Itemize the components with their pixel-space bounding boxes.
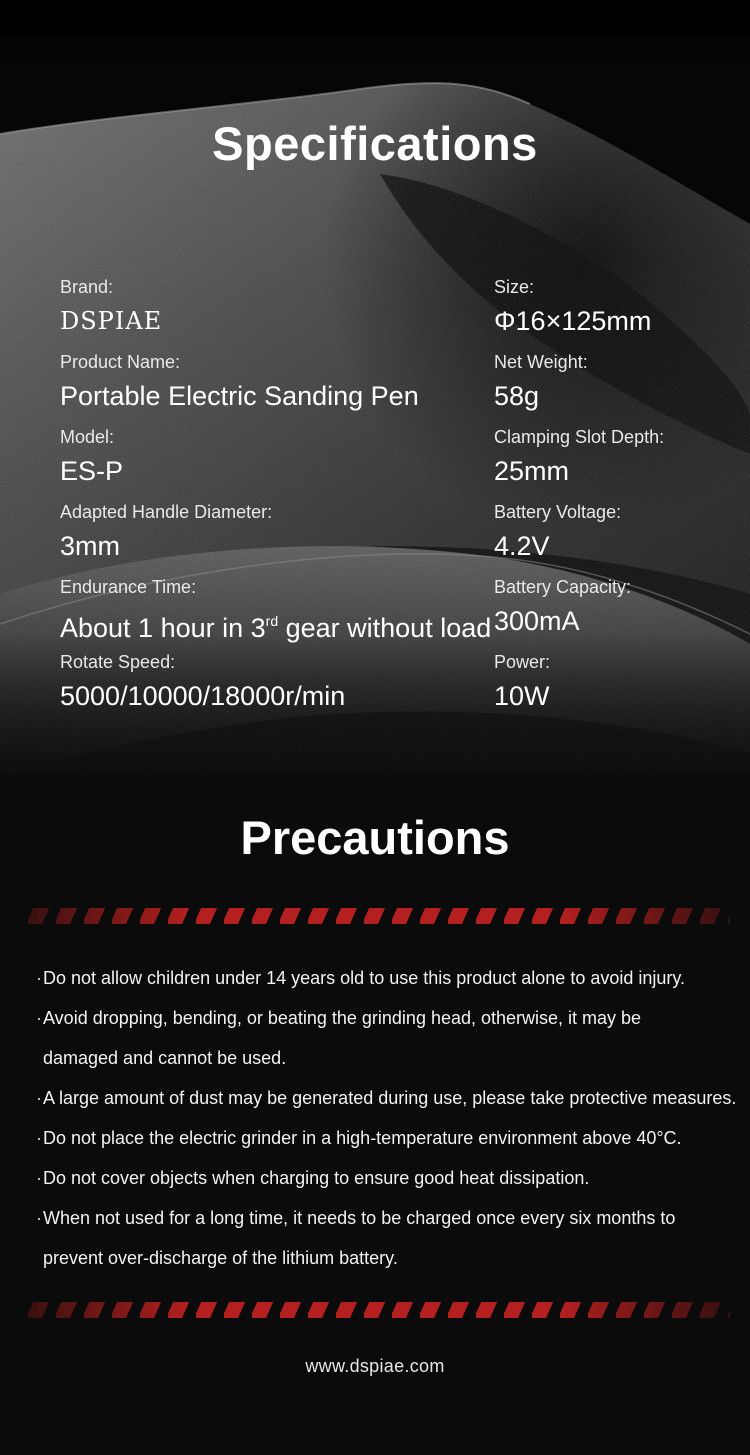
spec-power [494,651,550,713]
spec-battery-voltage [494,501,621,563]
precaution-item [36,1078,736,1118]
bullet-dot: · [36,1208,42,1228]
spec-net-weight [494,351,588,413]
spec-net-weight-value: 58g [494,381,540,411]
precaution-text: Avoid dropping, bending, or beating the grinding head, otherwise, it may be [43,1008,642,1028]
spec-power-label: Power: [494,652,551,672]
spec-size [494,276,651,338]
spec-battery-capacity-label: Battery Capacity: [494,577,632,597]
spec-endurance-time-value [60,604,491,645]
spec-clamping-depth [494,426,664,488]
endurance-text-pre: About 1 hour in 3 [60,613,266,643]
hazard-stripe-top [0,906,750,928]
precaution-text: A large amount of dust may be generated during use, please take protective measures. [43,1088,737,1108]
spec-rotate-speed-value: 5000/10000/18000r/min [60,681,346,711]
spec-size-label: Size: [494,277,535,297]
spec-rotate-speed [60,651,345,713]
spec-brand [60,276,162,336]
spec-product-name-value: Portable Electric Sanding Pen [60,381,419,411]
precaution-text: Do not allow children under 14 years old to use this product alone to avoid injury. [43,968,686,988]
spec-endurance-time-label: Endurance Time: [60,577,197,597]
brand-logo: DSPIAE [60,307,163,335]
spec-endurance-time [60,576,491,645]
website-url: www.dspiae.com [305,1356,445,1376]
spec-battery-voltage-label: Battery Voltage: [494,502,622,522]
precaution-text: Do not cover objects when charging to ensure good heat dissipation. [43,1168,590,1188]
spec-battery-capacity [494,576,631,638]
spec-battery-voltage-value: 4.2V [494,531,550,561]
precaution-text-continued: damaged and cannot be used. [43,1048,287,1068]
spec-net-weight-label: Net Weight: [494,352,588,372]
spec-handle-diameter-value: 3mm [60,531,120,561]
hazard-stripe-bottom [0,1300,750,1322]
precaution-text: Do not place the electric grinder in a high-temperature environment above 40°C. [43,1128,682,1148]
precaution-item [36,958,736,998]
spec-model [60,426,123,488]
precaution-item [36,998,736,1078]
bullet-dot: · [36,1088,42,1108]
spec-model-value: ES-P [60,456,124,486]
precautions-title: Precautions [240,811,510,864]
spec-handle-diameter [60,501,272,563]
spec-handle-diameter-label: Adapted Handle Diameter: [60,502,273,522]
spec-size-value: Φ16×125mm [494,306,652,336]
precaution-item [36,1198,736,1278]
spec-rotate-speed-label: Rotate Speed: [60,652,176,672]
precaution-item [36,1118,736,1158]
spec-power-value: 10W [494,681,550,711]
spec-clamping-depth-label: Clamping Slot Depth: [494,427,665,447]
bullet-dot: · [36,1008,42,1028]
bullet-dot: · [36,1128,42,1148]
precaution-text-continued: prevent over-discharge of the lithium battery. [43,1248,398,1268]
spec-product-name-label: Product Name: [60,352,181,372]
specifications-title: Specifications [212,117,538,170]
spec-brand-label: Brand: [60,277,114,297]
spec-product-name [60,351,419,413]
precaution-text: When not used for a long time, it needs to be charged once every six months to [43,1208,676,1228]
bullet-dot: · [36,968,42,988]
spec-clamping-depth-value: 25mm [494,456,570,486]
bullet-dot: · [36,1168,42,1188]
endurance-ordinal-suffix: rd [265,613,279,629]
precaution-item [36,1158,736,1198]
spec-battery-capacity-value: 300mA [494,606,580,636]
spec-model-label: Model: [60,427,115,447]
endurance-text-post: gear without load [278,613,492,643]
precautions-list [36,958,736,1278]
